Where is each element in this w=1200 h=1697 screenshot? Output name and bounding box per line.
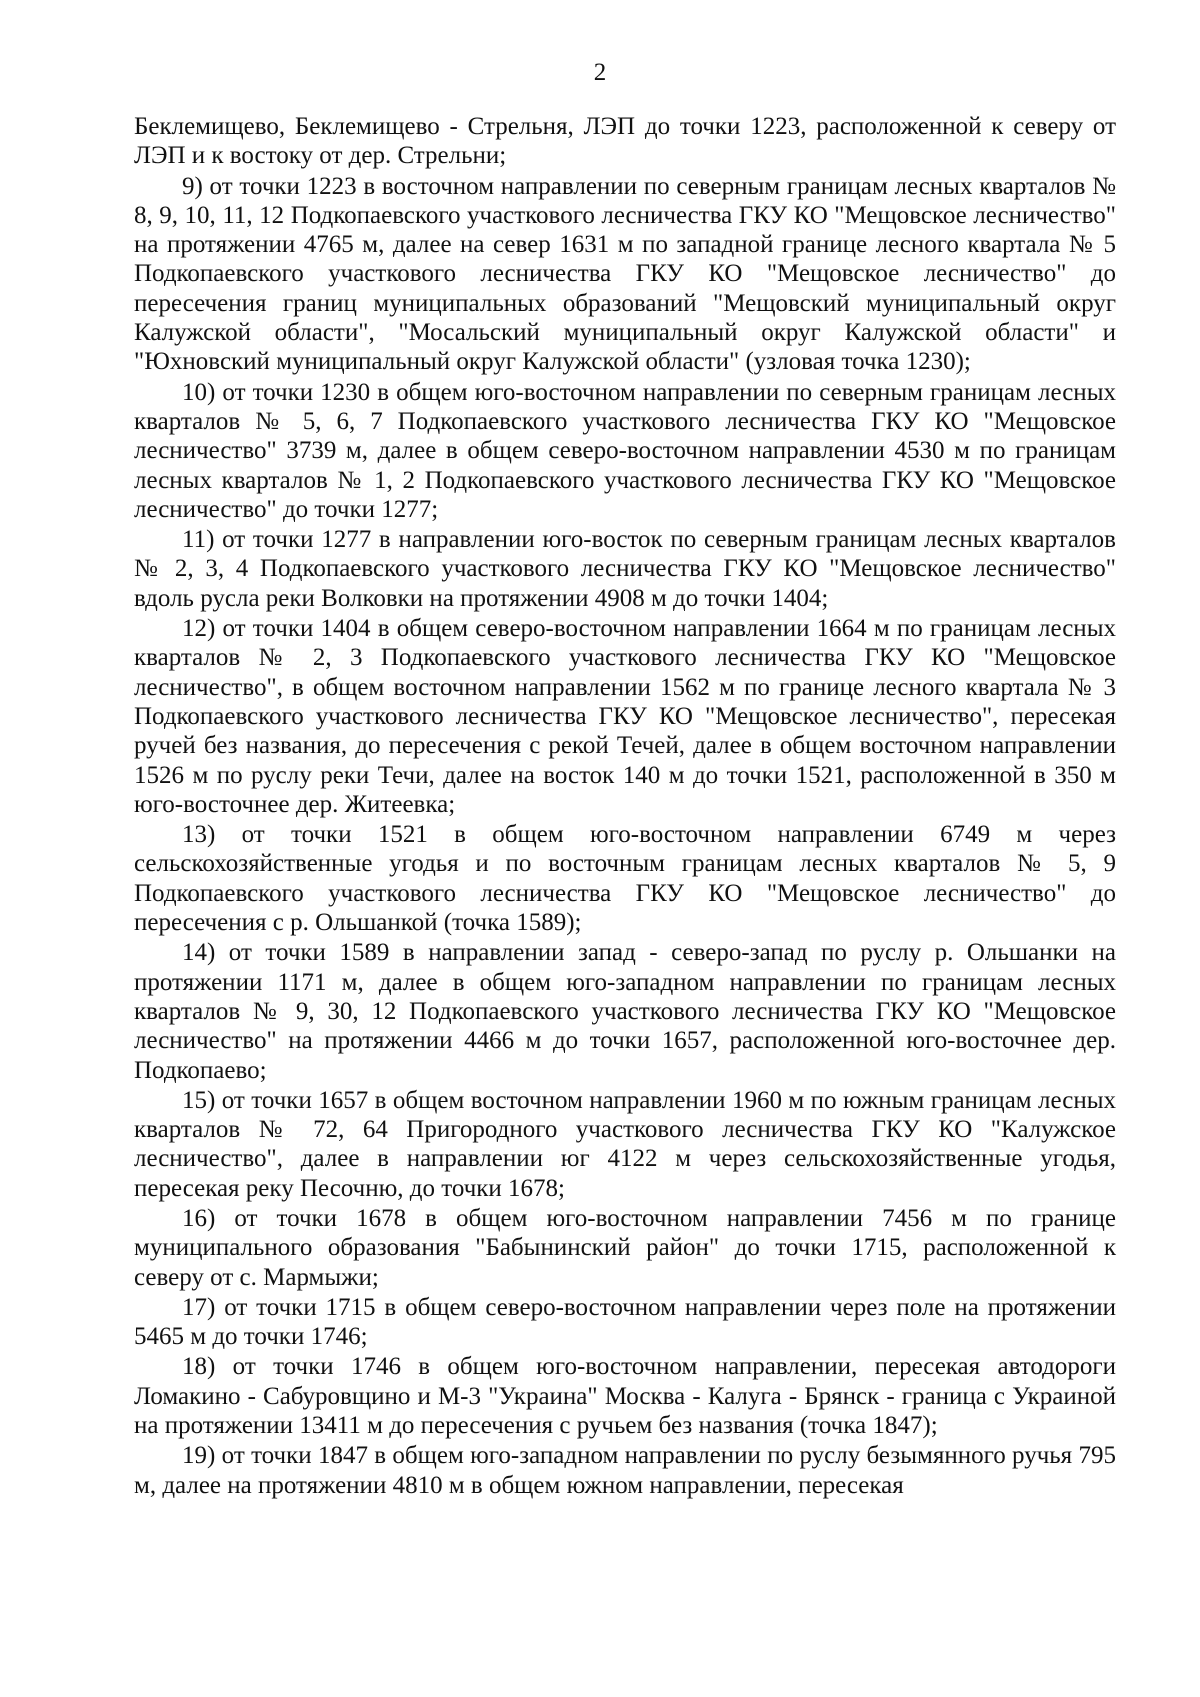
paragraph-item-13: 13) от точки 1521 в общем юго-восточном направлении 6749 м через сельскохозяйственные угодья и по восточным границам лесных кварталов № 5, 9 Подкопаевского участкового лесничества ГКУ КО "Мещовское лесничество" до пересечения с р. Ольшанкой (точка 1589); (134, 821, 1116, 937)
page-number: 2 (593, 59, 607, 86)
paragraph-item-12: 12) от точки 1404 в общем северо-восточном направлении 1664 м по границам лесных кварталов № 2, 3 Подкопаевского участкового лесничества ГКУ КО "Мещовское лесничество", в общем восточном направлении 1562 м по границе лесного квартала № 3 Подкопаевского участкового лесничества ГКУ КО "Мещовское лесничество", пересекая ручей без названия, до пересечения с рекой Течей, далее в общем восточном направлении 1526 м по руслу реки Течи, далее на восток 140 м до точки 1521, расположенной в 350 м юго-восточнее дер. Житеевка; (134, 615, 1116, 818)
paragraph-item-16: 16) от точки 1678 в общем юго-восточном направлении 7456 м по границе муниципального образования "Бабынинский район" до точки 1715, расположенной к северу от с. Мармыжи; (134, 1204, 1116, 1291)
paragraph-continuation: Беклемищево, Беклемищево - Стрельня, ЛЭП до точки 1223, расположенной к северу от ЛЭП и к востоку от дер. Стрельни; (134, 113, 1116, 170)
paragraph-item-11: 11) от точки 1277 в направлении юго-восток по северным границам лесных кварталов № 2, 3, 4 Подкопаевского участкового лесничества ГКУ КО "Мещовское лесничество" вдоль русла реки Волковки на протяжении 4908 м до точки 1404; (134, 526, 1116, 612)
paragraph-item-15: 15) от точки 1657 в общем восточном направлении 1960 м по южным границам лесных кварталов № 72, 64 Пригородного участкового лесничества ГКУ КО "Калужское лесничество", далее в направлении юг 4122 м через сельскохозяйственные угодья, пересекая реку Песочню, до точки 1678; (134, 1086, 1116, 1202)
paragraph-item-17: 17) от точки 1715 в общем северо-восточном направлении через поле на протяжении 5465 м до точки 1746; (134, 1293, 1116, 1351)
paragraph-item-18: 18) от точки 1746 в общем юго-восточном направлении, пересекая автодороги Ломакино - Сабуровщино и М-3 "Украина" Москва - Калуга - Брянск - граница с Украиной на протяжении 13411 м до пересечения с ручьем без названия (точка 1847); (134, 1353, 1116, 1440)
paragraph-item-19: 19) от точки 1847 в общем юго-западном направлении по руслу безымянного ручья 795 м, далее на протяжении 4810 м в общем южном направлении, пересекая (134, 1442, 1116, 1499)
paragraph-item-10: 10) от точки 1230 в общем юго-восточном направлении по северным границам лесных кварталов № 5, 6, 7 Подкопаевского участкового лесничества ГКУ КО "Мещовское лесничество" 3739 м, далее в общем северо-восточном направлении 4530 м по границам лесных кварталов № 1, 2 Подкопаевского участкового лесничества ГКУ КО "Мещовское лесничество" до точки 1277; (134, 378, 1116, 523)
paragraph-item-9: 9) от точки 1223 в восточном направлении по северным границам лесных кварталов № 8, 9, 10, 11, 12 Подкопаевского участкового лесничества ГКУ КО "Мещовское лесничество" на протяжении 4765 м, далее на север 1631 м по западной границе лесного квартала № 5 Подкопаевского участкового лесничества ГКУ КО "Мещовское лесничество" до пересечения границ муниципальных образований "Мещовский муниципальный округ Калужской области", "Мосальский муниципальный округ Калужской области" и "Юхновский муниципальный округ Калужской области" (узловая точка 1230); (134, 172, 1116, 376)
paragraph-item-14: 14) от точки 1589 в направлении запад - северо-запад по руслу р. Ольшанки на протяжении 1171 м, далее в общем юго-западном направлении по границам лесных кварталов № 9, 30, 12 Подкопаевского участкового лесничества ГКУ КО "Мещовское лесничество" на протяжении 4466 м до точки 1657, расположенной юго-восточнее дер. Подкопаево; (134, 939, 1116, 1084)
document-body (134, 112, 1116, 1501)
